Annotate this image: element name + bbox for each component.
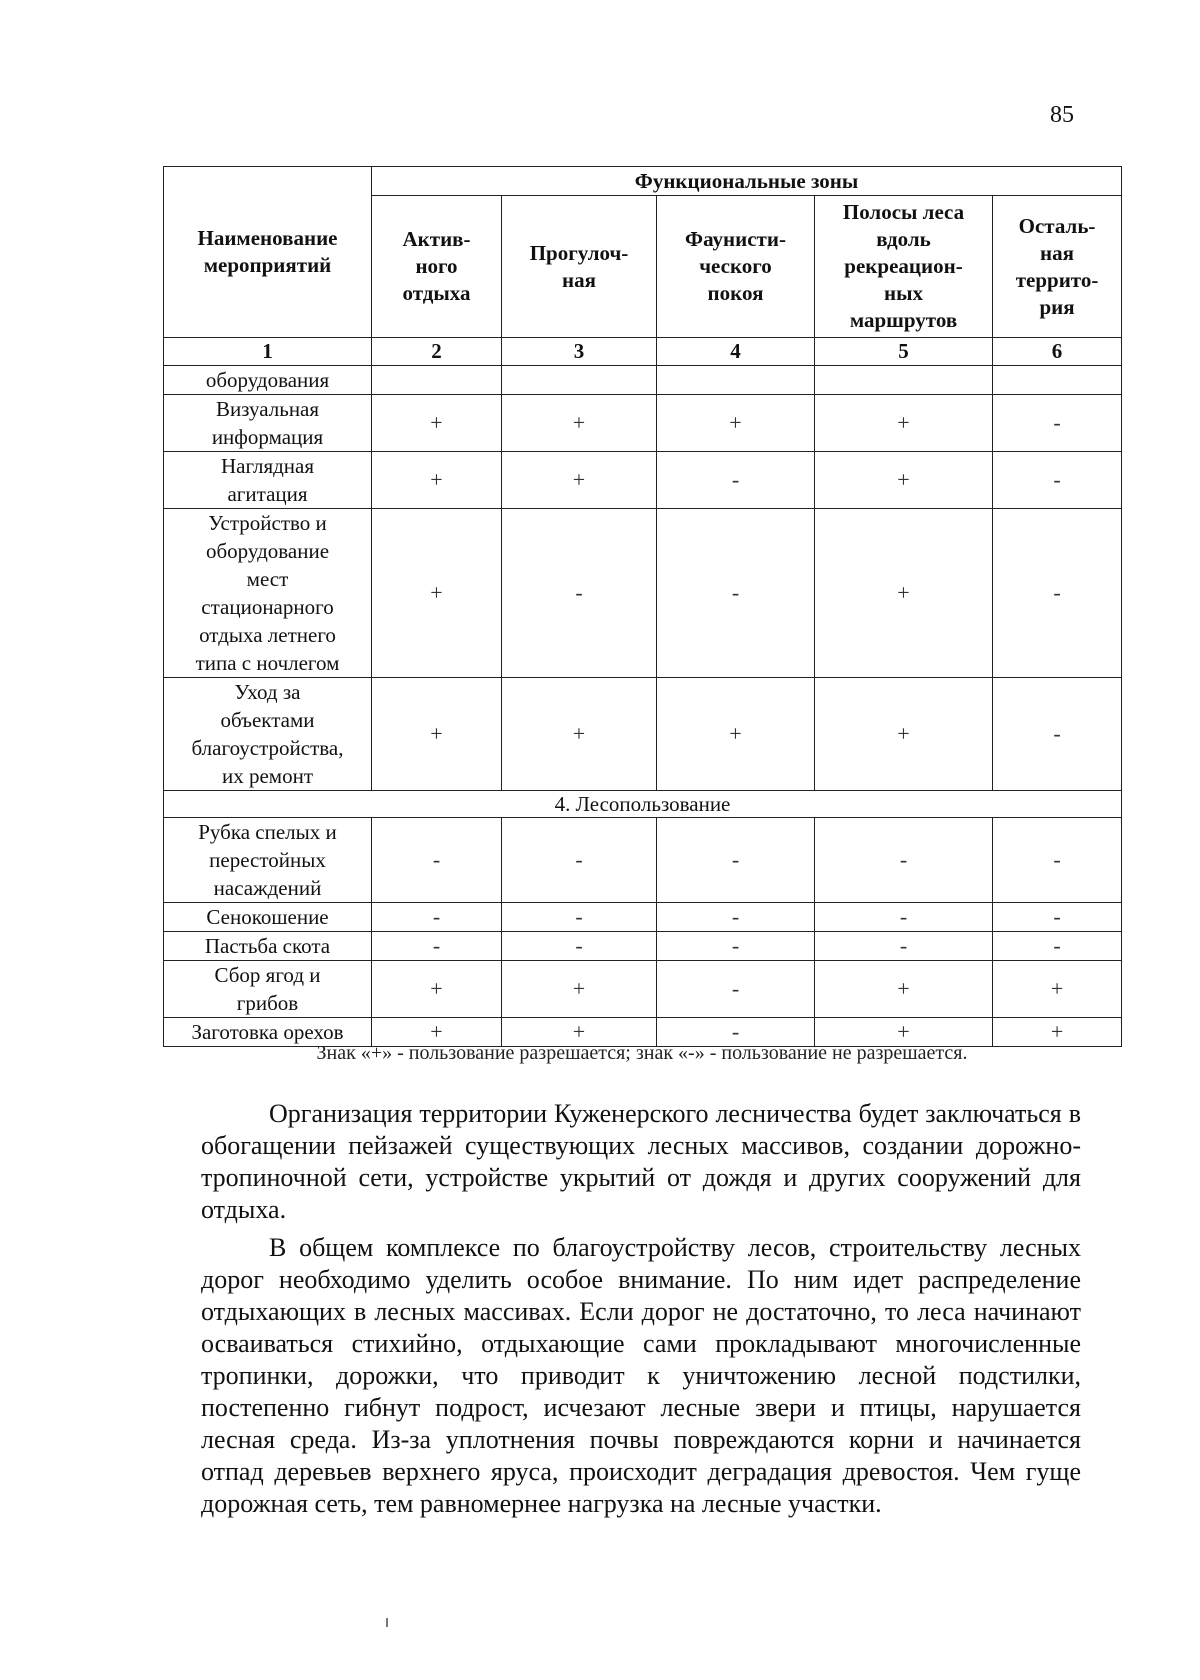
table-row [164, 961, 1122, 1018]
row-name: Рубка спелых и перестойных насаждений [164, 818, 372, 903]
permission-cell: + [815, 678, 993, 791]
permission-cell: + [993, 961, 1122, 1018]
rows-group-a [164, 395, 1122, 791]
permission-cell: - [657, 961, 815, 1018]
row-name: Уход за объектами благоустройства, их ремонт [164, 678, 372, 791]
paragraph: Организация территории Куженерского лесничества будет заключаться в обогащении пейзажей существующих лесных массивов, создании дорожно-тропиночной сети, устройстве укрытий от дождя и других сооружений для отдыха. [201, 1099, 1081, 1224]
permission-cell: - [815, 903, 993, 932]
column-number: 4 [657, 338, 815, 366]
permission-cell: - [657, 903, 815, 932]
permission-cell: - [657, 509, 815, 678]
row-name: Сенокошение [164, 903, 372, 932]
header-activity-name: Наименование мероприятий [164, 167, 372, 338]
table-row [164, 818, 1122, 903]
section-title: 4. Лесопользование [164, 791, 1122, 818]
continuation-row [164, 366, 1122, 395]
column-number: 1 [164, 338, 372, 366]
column-numbers-row [164, 338, 1122, 366]
permission-cell: - [993, 932, 1122, 961]
row-name: Заготовка орехов [164, 1018, 372, 1047]
permission-cell: + [815, 1018, 993, 1047]
permission-cell: + [657, 678, 815, 791]
permission-cell: - [815, 932, 993, 961]
permission-cell: - [657, 818, 815, 903]
permission-cell: + [372, 452, 502, 509]
permission-cell: - [993, 678, 1122, 791]
permission-cell: - [372, 903, 502, 932]
table-header-row [164, 167, 1122, 196]
permission-cell: - [502, 903, 657, 932]
permission-cell: + [502, 678, 657, 791]
permission-cell: - [372, 818, 502, 903]
header-zone-2: Прогулоч- ная [502, 196, 657, 338]
column-number: 3 [502, 338, 657, 366]
permission-cell: + [372, 961, 502, 1018]
header-zone-5: Осталь- ная террито- рия [993, 196, 1122, 338]
column-number: 2 [372, 338, 502, 366]
permission-cell: - [815, 818, 993, 903]
table-row [164, 452, 1122, 509]
table-row [164, 932, 1122, 961]
permission-cell: + [372, 395, 502, 452]
paragraph: В общем комплексе по благоустройству лесов, строительству лесных дорог необходимо уделить особое внимание. По ним идет распределение отдыхающих в лесных массивах. Если дорог не достаточно, то леса начинают осваиваться стихийно, отдыхающие сами прокладывают многочисленные тропинки, дорожки, что приводит к уничтожению лесной подстилки, постепенно гибнут подрост, исчезают лесные звери и птицы, нарушается лесная среда. Из-за уплотнения почвы повреждаются корни и начинается отпад деревьев верхнего яруса, происходит деградация древостоя. Чем гуще дорожная сеть, тем равномернее нагрузка на лесные участки. [201, 1233, 1081, 1518]
permission-cell: + [815, 452, 993, 509]
body-text [201, 1098, 1081, 1520]
permission-cell: + [502, 1018, 657, 1047]
row-name: Визуальная информация [164, 395, 372, 452]
permission-cell: - [993, 818, 1122, 903]
permission-cell: + [502, 961, 657, 1018]
rows-group-b [164, 818, 1122, 1047]
table-row [164, 395, 1122, 452]
permission-cell: - [993, 509, 1122, 678]
permission-cell: - [502, 509, 657, 678]
permission-cell: + [372, 509, 502, 678]
permission-cell: + [502, 395, 657, 452]
row-name: оборудования [164, 366, 372, 395]
permission-cell: + [372, 678, 502, 791]
permission-cell: + [815, 509, 993, 678]
table-row [164, 509, 1122, 678]
permission-cell: - [502, 818, 657, 903]
permission-cell: + [815, 961, 993, 1018]
permission-cell: + [993, 1018, 1122, 1047]
header-zone-4: Полосы леса вдоль рекреацион- ных маршрутов [815, 196, 993, 338]
column-number: 6 [993, 338, 1122, 366]
column-number: 5 [815, 338, 993, 366]
table-row [164, 678, 1122, 791]
section-row [164, 791, 1122, 818]
permission-cell: - [657, 452, 815, 509]
permission-cell: - [657, 932, 815, 961]
permission-cell: - [502, 932, 657, 961]
permission-cell: + [502, 452, 657, 509]
permission-cell: - [993, 452, 1122, 509]
permission-cell: - [657, 1018, 815, 1047]
table-legend: Знак «+» - пользование разрешается; знак «-» - пользование не разрешается. [316, 1042, 968, 1064]
permission-cell: - [993, 395, 1122, 452]
permission-cell: - [993, 903, 1122, 932]
header-zone-3: Фаунисти- ческого покоя [657, 196, 815, 338]
permission-cell: + [657, 395, 815, 452]
permission-cell: - [372, 932, 502, 961]
scan-speck [386, 1618, 388, 1627]
row-name: Сбор ягод и грибов [164, 961, 372, 1018]
row-name: Пастьба скота [164, 932, 372, 961]
row-name: Устройство и оборудование мест стационарного отдыха летнего типа с ночлегом [164, 509, 372, 678]
header-zone-1: Актив- ного отдыха [372, 196, 502, 338]
row-name: Наглядная агитация [164, 452, 372, 509]
table-row [164, 903, 1122, 932]
permission-cell: + [372, 1018, 502, 1047]
functional-zones-table [163, 166, 1122, 1047]
page-number: 85 [1050, 102, 1074, 128]
header-functional-zones: Функциональные зоны [372, 167, 1122, 196]
permission-cell: + [815, 395, 993, 452]
